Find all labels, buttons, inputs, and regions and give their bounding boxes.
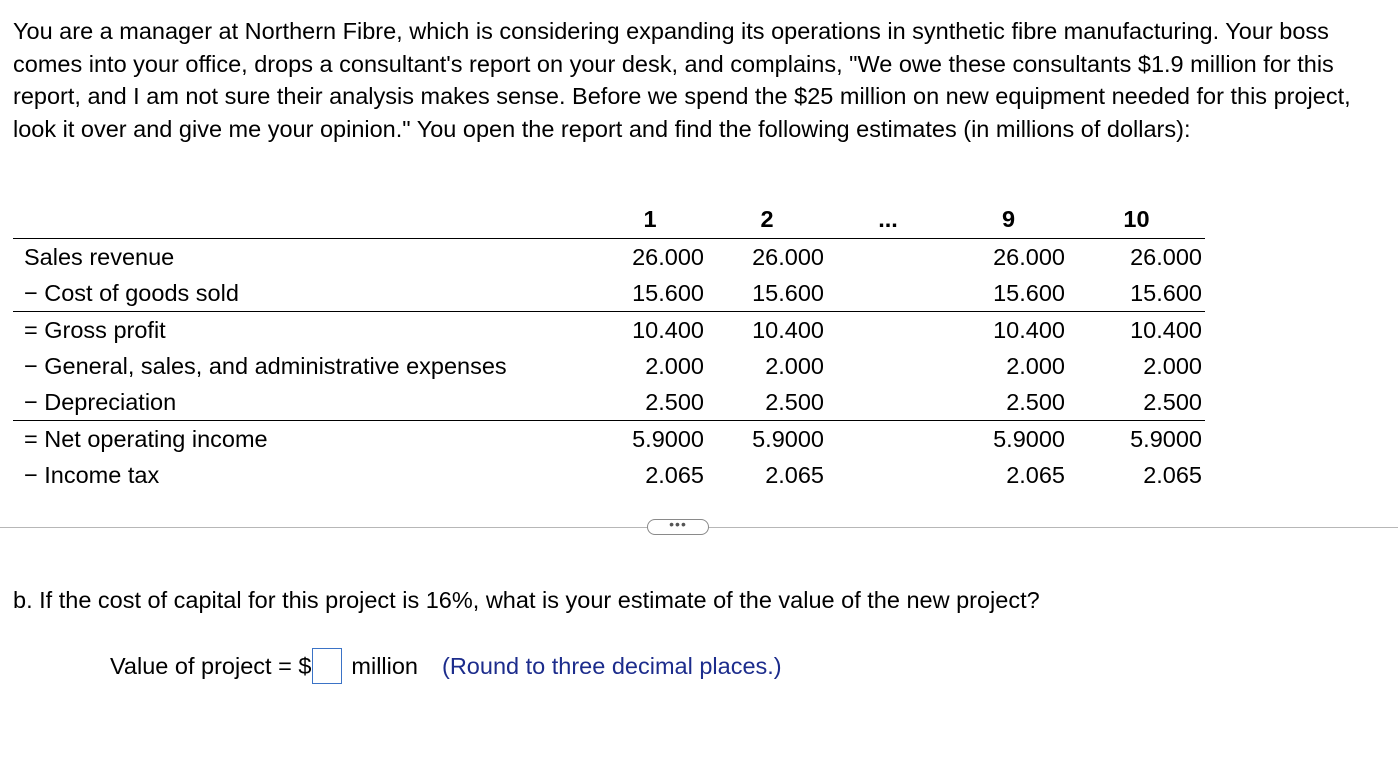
answer-row <box>110 648 782 684</box>
cell-ellipsis <box>827 457 949 486</box>
cell-year-9: 10.400 <box>993 316 1065 343</box>
table-header-row <box>13 200 1205 239</box>
header-year-9: 9 <box>949 200 1068 239</box>
cell-year-1: 5.9000 <box>632 425 704 452</box>
cell-year-10: 5.9000 <box>1130 425 1202 452</box>
cell-year-2: 2.065 <box>765 461 824 486</box>
table-row-gross-profit <box>13 312 1205 349</box>
row-label: Sales revenue <box>24 243 175 270</box>
cell-ellipsis <box>827 421 949 458</box>
header-label-cell <box>13 200 593 239</box>
header-year-1: 1 <box>593 200 707 239</box>
project-value-input[interactable] <box>312 648 342 684</box>
expand-content-button[interactable]: ••• <box>647 519 709 535</box>
cell-year-1: 15.600 <box>593 275 707 312</box>
header-year-10: 10 <box>1068 200 1205 239</box>
cell-year-10: 2.000 <box>1143 352 1202 379</box>
cell-year-9: 2.000 <box>1006 352 1065 379</box>
cell-year-1: 2.000 <box>645 352 704 379</box>
cell-year-9: 15.600 <box>949 275 1068 312</box>
table-row-cost-of-goods-sold <box>13 275 1205 312</box>
cell-year-2: 5.9000 <box>752 425 824 452</box>
cell-year-9: 26.000 <box>993 243 1065 270</box>
header-year-2: 2 <box>707 200 827 239</box>
answer-prefix-label: Value of project = $ <box>110 652 312 679</box>
row-label: − Income tax <box>24 461 160 486</box>
cell-ellipsis <box>827 384 949 421</box>
cell-ellipsis <box>827 239 949 276</box>
table-row-net-operating-income <box>13 421 1205 458</box>
cell-year-1: 10.400 <box>632 316 704 343</box>
cell-year-2: 26.000 <box>752 243 824 270</box>
cell-year-2: 15.600 <box>707 275 827 312</box>
cell-year-1: 26.000 <box>632 243 704 270</box>
cell-year-10: 2.065 <box>1143 461 1202 486</box>
header-ellipsis: ... <box>827 200 949 239</box>
row-label: = Net operating income <box>24 425 268 452</box>
cell-year-10: 15.600 <box>1068 275 1205 312</box>
cell-year-9: 2.065 <box>1006 461 1065 486</box>
table-row-sales-revenue <box>13 239 1205 276</box>
cell-year-2: 2.000 <box>765 352 824 379</box>
estimates-table-viewport[interactable] <box>13 200 1205 486</box>
row-label: − Cost of goods sold <box>13 275 593 312</box>
table-row-gsa-expenses <box>13 348 1205 384</box>
cell-year-1: 2.500 <box>593 384 707 421</box>
row-label: − General, sales, and administrative expenses <box>24 352 507 379</box>
row-label: − Depreciation <box>13 384 593 421</box>
cell-year-10: 2.500 <box>1068 384 1205 421</box>
row-label: = Gross profit <box>24 316 166 343</box>
table-row-depreciation <box>13 384 1205 421</box>
cell-ellipsis <box>827 275 949 312</box>
estimates-table <box>13 200 1205 486</box>
cell-year-9: 5.9000 <box>993 425 1065 452</box>
cell-year-10: 26.000 <box>1130 243 1202 270</box>
answer-unit-label: million <box>351 652 419 679</box>
table-row-income-tax <box>13 457 1205 486</box>
cell-year-2: 10.400 <box>752 316 824 343</box>
cell-ellipsis <box>827 348 949 384</box>
cell-year-10: 10.400 <box>1130 316 1202 343</box>
question-b-text: b. If the cost of capital for this project is 16%, what is your estimate of the value of the new project? <box>13 587 1040 613</box>
problem-intro: You are a manager at Northern Fibre, which is considering expanding its operations in synthetic fibre manufacturing. Your boss comes into your office, drops a consultant's report on your desk, and complains, "We owe these consultants $1.9 million for this report, and I am not sure their analysis makes sense. Before we spend the $25 million on new equipment needed for this project, look it over and give me your opinion." You open the report and find the following estimates (in millions of dollars): <box>13 18 1351 142</box>
rounding-hint: (Round to three decimal places.) <box>442 652 782 679</box>
cell-year-1: 2.065 <box>645 461 704 486</box>
cell-year-9: 2.500 <box>949 384 1068 421</box>
cell-year-2: 2.500 <box>707 384 827 421</box>
cell-ellipsis <box>827 312 949 349</box>
